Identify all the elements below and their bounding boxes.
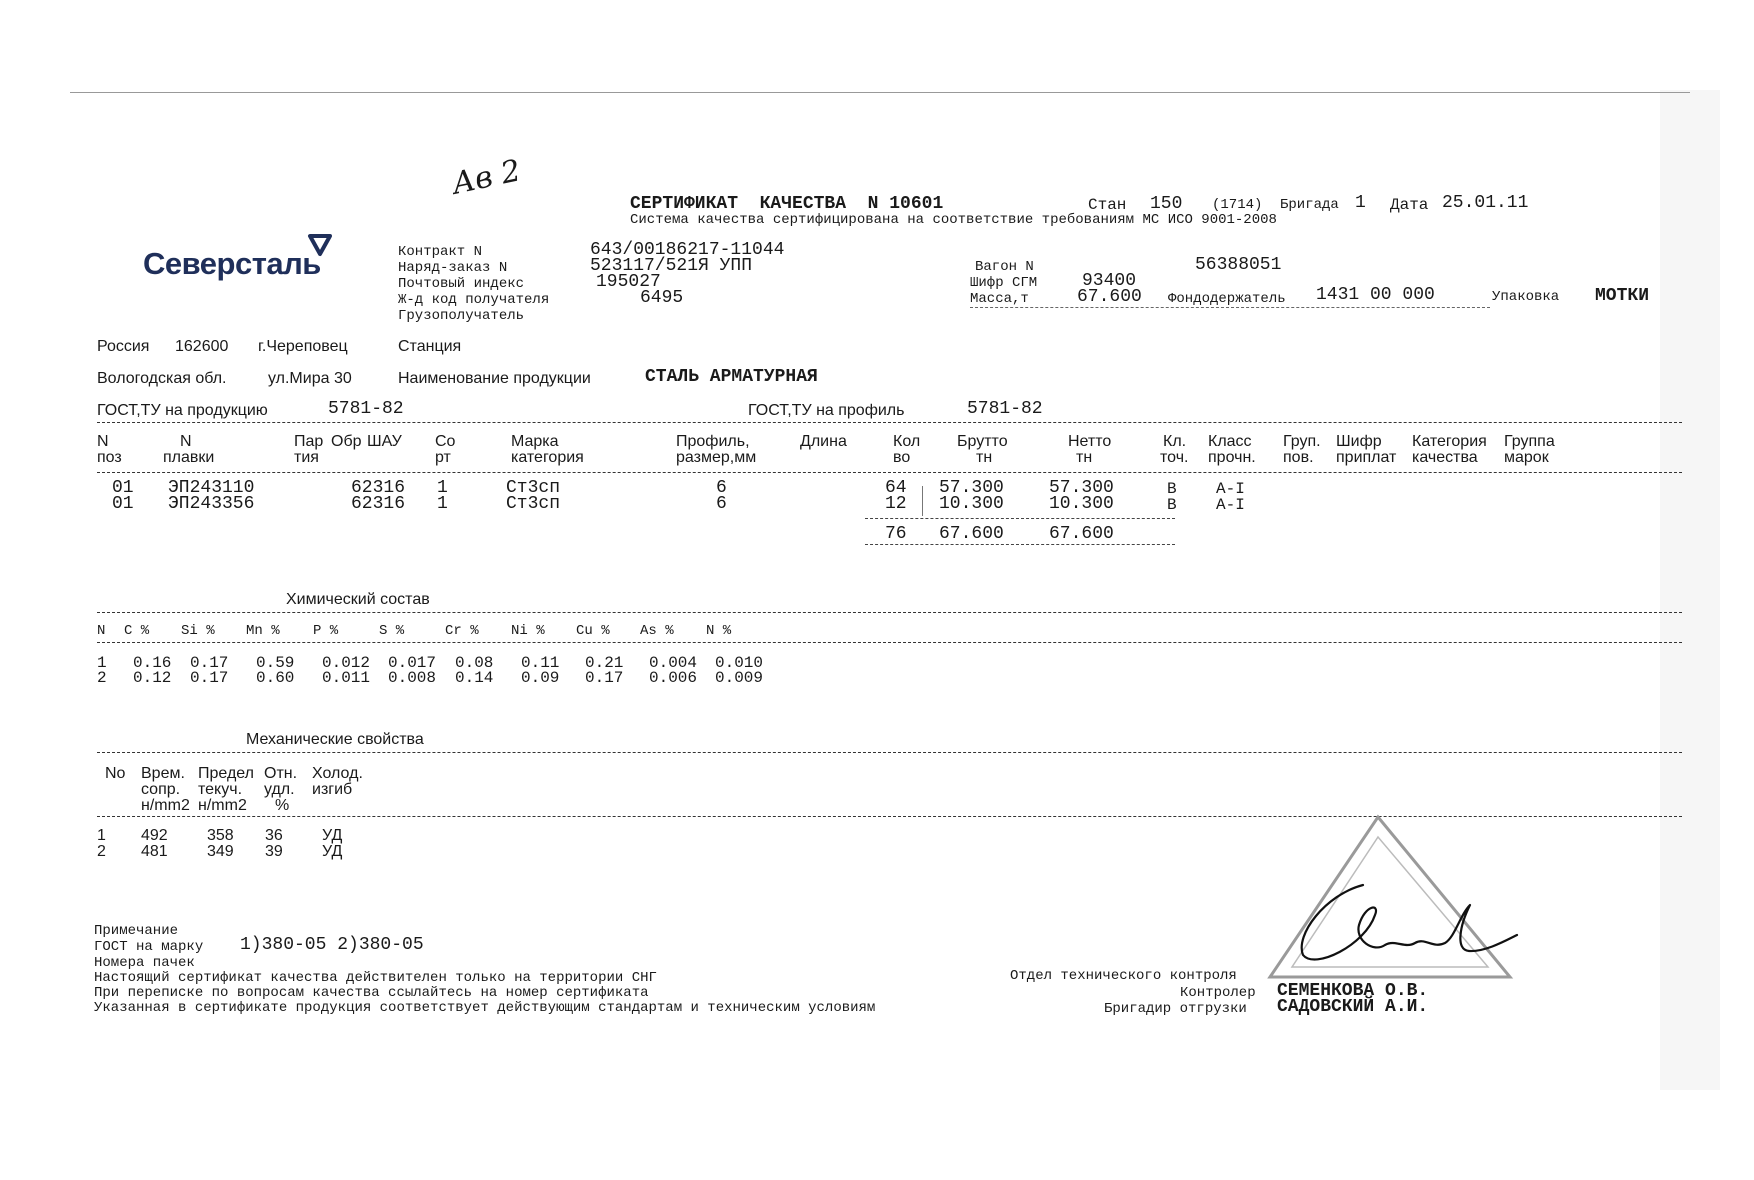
chem-cell: 0.17 <box>190 669 229 687</box>
product-value: СТАЛЬ АРМАТУРНАЯ <box>645 367 818 387</box>
chem-col-n2: N % <box>706 623 732 639</box>
cell-poz: 01 <box>112 494 134 514</box>
chem-cell: 0.012 <box>322 654 371 672</box>
col-profile: Профиль, <box>676 433 750 450</box>
mech-col-elong-l2: удл. <box>264 781 295 798</box>
cell-melt: ЭП243356 <box>168 494 255 514</box>
col-length: Длина <box>800 433 847 450</box>
chem-cell: 0.60 <box>256 669 295 687</box>
gost-profile-value: 5781-82 <box>967 399 1043 419</box>
cell-grade: Ст3сп <box>506 494 561 514</box>
gost-mark-value: 1)380-05 2)380-05 <box>240 935 424 955</box>
mech-cell: 1 <box>97 827 106 844</box>
cell-sort: 1 <box>437 494 448 514</box>
mech-col-no: No <box>105 765 126 782</box>
mech-col-yield-l3: н/mm2 <box>198 797 247 814</box>
top-border <box>70 92 1690 93</box>
chem-col-s: S % <box>379 623 405 639</box>
gost-product-label: ГОСТ,ТУ на продукцию <box>97 402 268 419</box>
col-poz: N <box>97 433 109 450</box>
chemistry-title: Химический состав <box>286 591 430 608</box>
mech-cell: 358 <box>207 827 234 844</box>
col-batch: Пар <box>294 433 324 450</box>
region: Вологодская обл. <box>97 370 227 387</box>
logo-emblem-icon <box>307 232 333 258</box>
mech-cell: 39 <box>265 843 283 860</box>
col-brutto: Брутто <box>957 433 1008 450</box>
col-qty: Кол <box>893 433 921 450</box>
chem-col-mn: Mn % <box>246 623 280 639</box>
controller-name: СЕМЕНКОВА О.В. <box>1277 981 1429 1001</box>
mech-cell: УД <box>322 827 343 844</box>
brigadier-label: Бригадир отгрузки <box>1104 1001 1247 1017</box>
mech-col-bend: Холод. <box>312 765 363 782</box>
certificate-title: СЕРТИФИКАТ КАЧЕСТВА N 10601 <box>630 194 944 214</box>
wagon-value: 56388051 <box>1195 255 1282 275</box>
chem-col-p: P % <box>313 623 339 639</box>
note-line-1: Настоящий сертификат качества действителен только на территории СНГ <box>94 970 657 986</box>
postal-value: 195027 <box>596 272 661 292</box>
mech-cell: 481 <box>141 843 168 860</box>
col-sort-l2: рт <box>435 449 451 466</box>
col-shau: ШАУ <box>367 433 402 450</box>
cell-batch: 62316 <box>351 478 406 498</box>
mech-col-elong: Отн. <box>264 765 298 782</box>
col-mark-group-l2: марок <box>1504 449 1549 466</box>
mech-col-strength-l2: сопр. <box>141 781 181 798</box>
chem-col-cu: Cu % <box>576 623 610 639</box>
qty-divider <box>922 486 923 516</box>
mechanics-title: Механические свойства <box>246 731 424 748</box>
contract-value: 643/00186217-11044 <box>590 240 785 260</box>
chem-cell: 0.17 <box>190 654 229 672</box>
totals-underline <box>865 544 1175 545</box>
note-label: Примечание <box>94 923 179 939</box>
totals-rule <box>865 518 1175 519</box>
chem-cell: 0.09 <box>521 669 560 687</box>
chem-cell: 0.008 <box>388 669 437 687</box>
chem-cell: 1 <box>97 654 107 672</box>
chem-col-si: Si % <box>181 623 215 639</box>
cell-sort: 1 <box>437 478 448 498</box>
cell-strength: А-I <box>1216 496 1245 514</box>
otk-dept: Отдел технического контроля <box>1010 968 1237 984</box>
col-mark-group: Группа <box>1504 433 1555 450</box>
cell-accuracy: В <box>1167 480 1177 498</box>
rail-code-value: 6495 <box>640 288 684 308</box>
brigade-value: 1 <box>1355 193 1366 213</box>
mech-col-elong-l3: % <box>275 797 290 814</box>
cell-profile: 6 <box>716 494 727 514</box>
col-melt-l2: плавки <box>163 449 215 466</box>
mech-cell: 349 <box>207 843 234 860</box>
chem-cell: 0.17 <box>585 669 624 687</box>
mech-col-yield: Предел <box>198 765 254 782</box>
mech-col-yield-l2: текуч. <box>198 781 243 798</box>
rule <box>97 752 1682 753</box>
cell-strength: А-I <box>1216 480 1245 498</box>
packs-label: Номера пачек <box>94 955 195 971</box>
stan-code: (1714) <box>1212 197 1263 213</box>
contract-label: Контракт N <box>398 244 483 260</box>
handwritten-mark: Ав 2 <box>449 153 524 202</box>
chem-cell: 0.006 <box>649 669 698 687</box>
scan-shadow <box>1660 90 1720 1090</box>
col-melt: N <box>180 433 192 450</box>
order-label: Наряд-заказ N <box>398 260 508 276</box>
brigadier-name: САДОВСКИЙ А.И. <box>1277 997 1429 1017</box>
pack-label: Упаковка <box>1492 289 1560 305</box>
rule <box>97 612 1682 613</box>
brigade-label: Бригада <box>1280 197 1339 213</box>
chem-cell: 0.011 <box>322 669 371 687</box>
mech-cell: 492 <box>141 827 168 844</box>
signature-icon <box>1255 865 1525 975</box>
chem-col-cr: Cr % <box>445 623 479 639</box>
col-grade-l2: категория <box>511 449 584 466</box>
product-label: Наименование продукции <box>398 370 591 387</box>
col-obr: Обр <box>331 433 362 450</box>
date-label: Дата <box>1390 196 1429 214</box>
sgm-label: Шифр СГМ <box>970 275 1038 291</box>
gost-mark-label: ГОСТ на марку <box>94 939 204 955</box>
col-group-l2: пов. <box>1283 449 1314 466</box>
postal-label: Почтовый индекс <box>398 276 525 292</box>
cell-poz: 01 <box>112 478 134 498</box>
cell-netto: 10.300 <box>1049 494 1114 514</box>
chem-cell: 0.16 <box>133 654 172 672</box>
mech-cell: 36 <box>265 827 283 844</box>
cell-brutto: 57.300 <box>939 478 1004 498</box>
note-line-3: Указанная в сертификате продукция соответствует действующим стандартам и техническим условиям <box>94 1000 876 1016</box>
rail-code-label: Ж-д код получателя <box>398 292 550 308</box>
col-strength: Класс <box>1208 433 1252 450</box>
mass-value: 67.600 <box>1077 287 1142 307</box>
col-sort: Со <box>435 433 456 450</box>
mech-cell: УД <box>322 843 343 860</box>
total-netto: 67.600 <box>1049 524 1114 544</box>
chem-cell: 0.21 <box>585 654 624 672</box>
col-strength-l2: прочн. <box>1208 449 1256 466</box>
note-line-2: При переписке по вопросам качества ссылайтесь на номер сертификата <box>94 985 649 1001</box>
col-qty-l2: во <box>893 449 911 466</box>
mech-col-bend-l2: изгиб <box>312 781 353 798</box>
col-surcharge: Шифр <box>1336 433 1382 450</box>
cell-netto: 57.300 <box>1049 478 1114 498</box>
cell-qty: 64 <box>885 478 907 498</box>
controller-label: Контролер <box>1180 985 1256 1001</box>
zip: 162600 <box>175 338 229 355</box>
col-batch-l2: тия <box>294 449 319 466</box>
fund-holder-label: Фондодержатель <box>1168 291 1286 307</box>
total-brutto: 67.600 <box>939 524 1004 544</box>
chem-cell: 0.08 <box>455 654 494 672</box>
col-brutto-l2: тн <box>976 449 993 466</box>
col-quality-cat-l2: качества <box>1412 449 1478 466</box>
chem-cell: 0.59 <box>256 654 295 672</box>
street: ул.Мира 30 <box>268 370 352 387</box>
stan-value: 150 <box>1150 194 1183 214</box>
rule <box>97 472 1682 473</box>
total-qty: 76 <box>885 524 907 544</box>
col-accuracy-l2: точ. <box>1160 449 1189 466</box>
col-poz-l2: поз <box>97 449 122 466</box>
col-accuracy: Кл. <box>1163 433 1187 450</box>
cell-profile: 6 <box>716 478 727 498</box>
chem-cell: 0.14 <box>455 669 494 687</box>
chem-cell: 0.009 <box>715 669 764 687</box>
rule <box>97 422 1682 423</box>
wagon-label: Вагон N <box>975 259 1034 275</box>
mass-label: Масса,т <box>970 291 1029 307</box>
col-netto-l2: тн <box>1076 449 1093 466</box>
order-value: 523117/521Я УПП <box>590 256 753 276</box>
consignee-label: Грузополучатель <box>398 308 525 324</box>
fund-underline <box>970 307 1490 308</box>
chem-col-n: N <box>97 623 106 639</box>
chem-cell: 0.11 <box>521 654 560 672</box>
mech-col-strength-l3: н/mm2 <box>141 797 190 814</box>
city: г.Череповец <box>258 338 348 355</box>
mech-col-strength: Врем. <box>141 765 185 782</box>
country: Россия <box>97 338 150 355</box>
date-value: 25.01.11 <box>1442 193 1529 213</box>
col-group: Груп. <box>1283 433 1321 450</box>
chem-cell: 0.004 <box>649 654 698 672</box>
cell-batch: 62316 <box>351 494 406 514</box>
severstal-logo: Северсталь <box>143 246 321 281</box>
chem-cell: 2 <box>97 669 107 687</box>
mech-cell: 2 <box>97 843 106 860</box>
cell-accuracy: В <box>1167 496 1177 514</box>
col-surcharge-l2: приплат <box>1336 449 1397 466</box>
chem-cell: 0.010 <box>715 654 764 672</box>
cell-qty: 12 <box>885 494 907 514</box>
chem-cell: 0.12 <box>133 669 172 687</box>
col-netto: Нетто <box>1068 433 1112 450</box>
gost-product-value: 5781-82 <box>328 399 404 419</box>
gost-profile-label: ГОСТ,ТУ на профиль <box>748 402 905 419</box>
quality-system-note: Система качества сертифицирована на соответствие требованиям МС ИСО 9001-2008 <box>630 212 1277 228</box>
fund-holder-value: 1431 00 000 <box>1316 285 1435 305</box>
cell-melt: ЭП243110 <box>168 478 255 498</box>
sgm-value: 93400 <box>1082 271 1137 291</box>
chem-col-as: As % <box>640 623 674 639</box>
col-profile-l2: размер,мм <box>676 449 757 466</box>
rule <box>97 642 1682 643</box>
cell-grade: Ст3сп <box>506 478 561 498</box>
chem-col-c: C % <box>124 623 150 639</box>
pack-value: МОТКИ <box>1595 286 1650 306</box>
station-label: Станция <box>398 338 462 355</box>
col-quality-cat: Категория <box>1412 433 1487 450</box>
chem-col-ni: Ni % <box>511 623 545 639</box>
cell-brutto: 10.300 <box>939 494 1004 514</box>
stan-label: Стан <box>1088 196 1127 214</box>
chem-cell: 0.017 <box>388 654 437 672</box>
col-grade: Марка <box>511 433 559 450</box>
